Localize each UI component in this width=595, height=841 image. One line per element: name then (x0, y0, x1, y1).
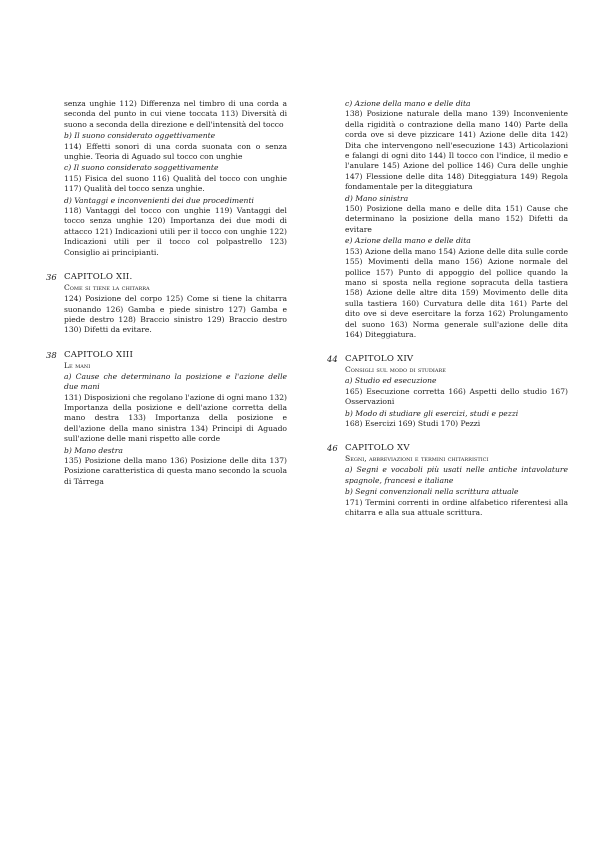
paragraph (64, 372, 287, 445)
paragraph (64, 196, 287, 258)
chapter-title: CAPITOLO XV (345, 443, 410, 454)
chapter-xv (327, 443, 568, 518)
section-heading: a) Segni e vocaboli più usati nelle antiche intavolature spagnole, francesi e italiane (345, 465, 568, 485)
chapter-title: CAPITOLO XIII (64, 349, 134, 360)
section-heading: b) Segni convenzionali nella scrittura attuale (345, 487, 519, 497)
paragraph (345, 99, 568, 193)
section-heading: b) Modo di studiare gli esercizi, studi e pezzi (345, 408, 519, 418)
paragraph (345, 465, 568, 486)
section-body: 114) Effetti sonori di una corda suonata con o senza unghie. Teoria di Aguado sul tocco con unghie (64, 141, 287, 162)
paragraph (345, 409, 568, 430)
section-body: 135) Posizione della mano 136) Posizione delle dita 137) Posizione caratteristica di questa mano secondo la scuola di Tárrega (64, 455, 287, 486)
section-heading: b) Il suono considerato oggettivamente (64, 131, 216, 141)
paragraph (345, 236, 568, 340)
chapter-title: CAPITOLO XII. (64, 272, 133, 283)
chapter-xiii (46, 349, 287, 487)
paragraph: 124) Posizione del corpo 125) Come si tiene la chitarra suonando 126) Gamba e piede sinistro 127) Gamba e piede destro 128) Braccio sinistro 129) Braccio destro 130) Difetti da evitare. (64, 294, 287, 335)
section-body: 168) Esercizi 169) Studi 170) Pezzi (345, 418, 481, 428)
section-heading: d) Mano sinistra (345, 193, 409, 203)
section-body: 153) Azione della mano 154) Azione delle dita sulle corde 155) Movimenti della mano 156) Azione normale del pollice 157) Punto di appoggio del pollice quando la mano si sposta nella regione sopracuta della tastiera 158) Azione delle altre dita 159) Movimento delle dita sulla tastiera 160) Curvatura delle dita 161) Parte del dito ove si deve esercitare la forza 162) Prolungamento del suono 163) Norma generale sull'azione delle dita 164) Diteggiatura. (345, 246, 568, 339)
section-body: 115) Fisica del suono 116) Qualità del tocco con unghie 117) Qualità del tocco senza unghie. (64, 173, 287, 194)
chapter-page-number: 36 (46, 272, 57, 283)
section-heading: c) Il suono considerato soggettivamente (64, 163, 219, 173)
chapter-subtitle: Le mani (64, 360, 91, 370)
paragraph (345, 194, 568, 236)
section-heading: a) Cause che determinano la posizione e l'azione delle due mani (64, 371, 287, 392)
right-column (327, 99, 568, 518)
section-body: 171) Termini correnti in ordine alfabetico riferentesi alla chitarra e alla sua attuale scrittura. (345, 497, 568, 517)
section-heading: e) Azione della mano e delle dita (345, 236, 471, 246)
chapter-title: CAPITOLO XIV (345, 354, 414, 365)
paragraph: senza unghie 112) Differenza nel timbro di una corda a seconda del punto in cui viene toccata 113) Diversità di suono a seconda della direzione e dell'intensità del tocco (64, 99, 287, 129)
chapter-page-number: 38 (46, 349, 57, 360)
section-body: 165) Esecuzione corretta 166) Aspetti dello studio 167) Osservazioni (345, 386, 568, 407)
section-heading: a) Studio ed esecuzione (345, 376, 437, 386)
paragraph (64, 446, 287, 488)
chapter-page-number: 44 (327, 354, 338, 365)
paragraph (64, 163, 287, 194)
paragraph (64, 131, 287, 162)
chapter-xii (46, 272, 287, 336)
chapter-subtitle: Come si tiene la chitarra (64, 283, 150, 293)
section-body: 131) Disposizioni che regolano l'azione di ogni mano 132) Importanza della posizione e dell'azione corretta della mano destra 133) Importanza della posizione e dell'azione della mano sinistra 134) Principi di Aguado sull'azione delle mani rispetto alle corde (64, 392, 287, 444)
section-body: 150) Posizione della mano e delle dita 151) Cause che determinano la posizione della mano 152) Difetti da evitare (345, 204, 568, 234)
section-body: 138) Posizione naturale della mano 139) Inconveniente della rigidità o contrazione della mano 140) Parte della corda ove si deve pizzicare 141) Azione delle dita 142) Dita che intervengono nell'esecuzione 143) Articolazioni e falangi di ogni dito 144) Il tocco con l'indice, il medio e l'anulare 145) Azione del pollice 146) Cura delle unghie 147) Flessione delle dita 148) Diteggiatura 149) Regola fondamentale per la diteggiatura (345, 109, 568, 192)
section-body: 118) Vantaggi del tocco con unghie 119) Vantaggi del tocco senza unghie 120) Importanza dei due modi di attacco 121) Indicazioni utili per il tocco con unghie 122) Indicazioni utili per il tocco col polpastrello 123) Consiglio ai principianti. (64, 206, 287, 257)
chapter-page-number: 46 (327, 443, 338, 454)
left-column (46, 99, 287, 487)
chapter-subtitle: Consigli sul modo di studiare (345, 365, 446, 375)
paragraph (345, 376, 568, 407)
chapter-subtitle: Segni, abbreviazioni e termini chitarristici (345, 454, 489, 464)
section-heading: c) Azione della mano e delle dita (345, 99, 471, 108)
section-heading: d) Vantaggi e inconvenienti dei due procedimenti (64, 195, 254, 205)
paragraph (345, 487, 568, 518)
section-heading: b) Mano destra (64, 445, 123, 455)
chapter-xiv (327, 354, 568, 429)
